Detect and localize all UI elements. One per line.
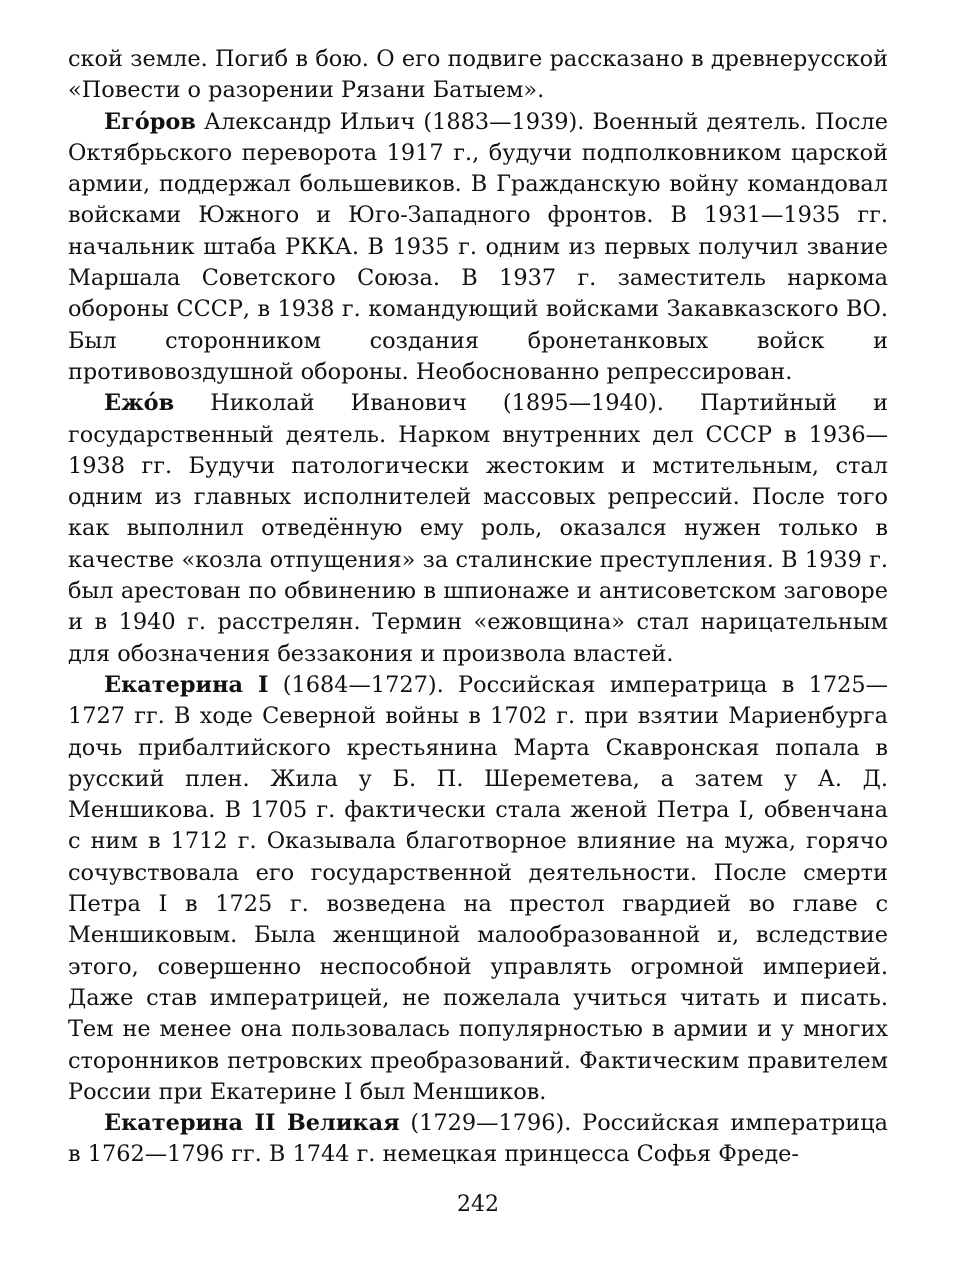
entry-text: (1684—1727). Российская императрица в 1725—1727 гг. В ходе Северной войны в 1702 г. при взятии Мариенбурга дочь прибалтийского крестьянина Марта Скавронская попала в русский плен. Жила у Б. П. Шереметева, а затем у А. Д. Меншикова. В 1705 г. фактически стала женой Петра I, обвенчана с ним в 1712 г. Оказывала благотворное влияние на мужа, горячо сочувствовала его государственной деятельности. После смерти Петра I в 1725 г. возведена на престол гвардией во главе с Меншиковым. Была женщиной малообразованной и, вследствие этого, совершенно неспособной управлять огромной империей. Даже став императрицей, не пожелала учиться читать и писать. Тем не менее она пользовалась популярностью в армии и у многих сторонников петровских преобразований. Фактическим правителем России при Екатерине I был Меншиков.	[68, 671, 888, 1105]
entry-name: Его́ров	[104, 108, 196, 135]
entry-egorov	[68, 107, 888, 389]
page-number: 242	[457, 1192, 499, 1217]
entry-name: Ежо́в	[104, 390, 175, 417]
entry-text: (1729—1796). Российская императрица в 1762—1796 гг. В 1744 г. немецкая принцесса Софья Фреде-	[68, 1110, 888, 1168]
entry-ezhov	[68, 388, 888, 670]
continuation-paragraph: ской земле. Погиб в бою. О его подвиге рассказано в древнерусской «Повести о разорении Рязани Батыем».	[68, 46, 888, 104]
entry-ekaterina-2	[68, 1108, 888, 1171]
book-page-text	[68, 44, 888, 1171]
entry-ekaterina-1	[68, 670, 888, 1108]
entry-text: Николай Иванович (1895—1940). Партийный и государственный деятель. Нарком внутренних дел СССР в 1936—1938 гг. Будучи патологически жестоким и мстительным, стал одним из главных исполнителей массовых репрессий. После того как выполнил отведённую ему роль, оказался нужен только в качестве «козла отпущения» за сталинские преступления. В 1939 г. был арестован по обвинению в шпионаже и антисоветском заговоре и в 1940 г. расстрелян. Термин «ежовщина» стал нарицательным для обозначения беззакония и произвола властей.	[68, 390, 888, 667]
entry-text: Александр Ильич (1883—1939). Военный деятель. После Октябрьского переворота 1917 г., будучи подполковником царской армии, поддержал большевиков. В Гражданскую войну командовал войсками Южного и Юго-Западного фронтов. В 1931—1935 гг. начальник штаба РККА. В 1935 г. одним из первых получил звание Маршала Советского Союза. В 1937 г. заместитель наркома обороны СССР, в 1938 г. командующий войсками Закавказского ВО. Был сторонником создания бронетанковых войск и противовоздушной обороны. Необоснованно репрессирован.	[68, 108, 888, 385]
entry-name: Екатерина I	[104, 671, 269, 698]
entry-name: Екатерина II Великая	[104, 1110, 400, 1137]
